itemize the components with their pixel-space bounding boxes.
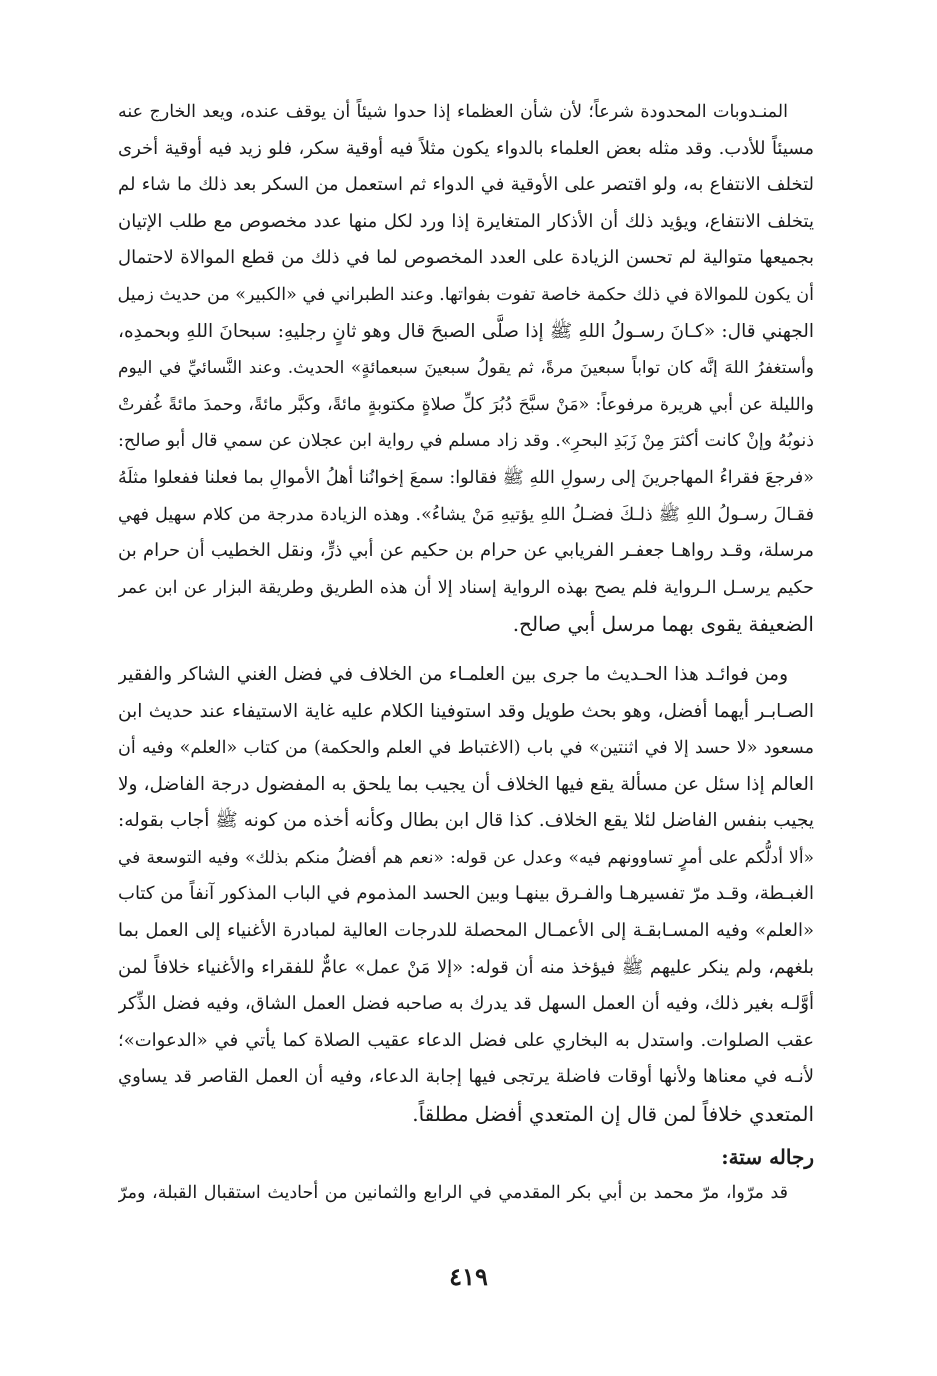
- text-line: الصـابـر أيهما أفضل، وهو بحث طويل وقد استوفينا الكلام عليه غاية الاستيفاء عند حديث ابن: [118, 700, 814, 722]
- text-line: أوَّلـه بغير ذلك، وفيه أن العمل السهل قد يدرك به صاحبه فضل العمل الشاق، وفيه فضل الذِّكر: [118, 993, 814, 1015]
- text-line: مسعود «لا حسد إلا في اثنتين» في باب (الاغتباط في العلم والحكمة) من كتاب «العلم» وفيه أن: [118, 738, 814, 759]
- section-heading: رجاله ستة:: [721, 1144, 814, 1169]
- text-line: حكيم يرسـل الـرواية فلم يصح بهذه الرواية إسناد إلا أن هذه الطريق وطريقة البزار عن ابن عمر: [118, 577, 814, 598]
- text-line: بجميعها متوالية لم تحسن الزيادة على العدد المخصوص لما في ذلك من قطع الموالاة لاحتمال: [118, 247, 814, 269]
- text-line: الجهني قال: «كـانَ رسـولُ اللهِ ﷺ إذا صلَّى الصبحَ قال وهو ثانٍ رجليهِ: سبحانَ اللهِ وبحمدِه،: [118, 320, 814, 342]
- text-line: عقب الصلوات. واستدل به البخاري على فضل الدعاء عقيب الصلاة كما يأتي في «الدعوات»؛: [118, 1029, 814, 1051]
- paragraph-3: [118, 1175, 814, 1212]
- text-line: لتخلف الانتفاع به، ولو اقتصر على الأوقية في الدواء ثم استعمل من السكر بعد ذلك ما شاء لم: [118, 174, 814, 196]
- text-line: ذنوبُهُ وإنْ كانت أكثرَ مِنْ زَبَدِ البحرِ». وقد زاد مسلم في رواية ابن عجلان عن سمي قال أبو صالح:: [118, 431, 814, 452]
- text-line: الغبـطة، وقـد مرّ تفسيرهـا والفـرق بينهـا وبين الحسد المذموم في الباب المذكور آنفاً من كتاب: [118, 883, 814, 905]
- text-line: يجيب بنفس الفاضل لئلا يقع الخلاف. كذا قال ابن بطال وكأنه أخذه من كونه ﷺ أجاب بقوله:: [118, 810, 814, 832]
- page-number: ٤١٩: [449, 1262, 488, 1291]
- text-line: والليلة عن أبي هريرة مرفوعاً: «مَنْ سبَّحَ دُبُرَ كلِّ صلاةٍ مكتوبةٍ مائةً، وكبَّر مائةً، وحمدَ مائةً غُفرتْ: [118, 394, 814, 415]
- text-line: بلغهم، ولم ينكر عليهم ﷺ فيؤخذ منه أن قوله: «إلا مَنْ عمل» عامٌّ للفقراء والأغنياء خلافاً لمن: [118, 956, 814, 978]
- paragraph-1: [118, 94, 814, 643]
- text-line: أن يكون للموالاة في ذلك حكمة خاصة تفوت بفواتها. وعند الطبراني في «الكبير» من حديث زميل: [118, 284, 814, 305]
- paragraph-gap: [118, 643, 814, 657]
- text-line: ومن فوائـد هذا الحـديث ما جرى بين العلمـاء من الخلاف في فضل الغني الشاكر والفقير: [118, 663, 788, 685]
- text-line: مرسلة، وقـد رواهـا جعفـر الفريابي عن حرام بن حكيم عن أبي ذرٍّ، ونقل الخطيب أن حرام بن: [118, 540, 814, 562]
- text-line: لأنـه في معناها ولأنها أوقات فاضلة يرتجى فيها إجابة الدعاء، وفيه أن العمل القاصر قد يساوي: [118, 1066, 814, 1088]
- paragraph-2: [118, 657, 814, 1133]
- text-line: قد مرّوا، مرّ محمد بن أبي بكر المقدمي في الرابع والثمانين من أحاديث استقبال القبلة، ومرّ: [118, 1182, 788, 1203]
- text-line: مسيئاً للأدب. وقد مثله بعض العلماء بالدواء يكون مثلاً فيه أوقية سكر، فلو زيد فيه أوقية أخرى: [118, 137, 814, 159]
- text-line: العالم إذا سئل عن مسألة يقع فيها الخلاف أن يجيب بما يلحق به المفضول درجة الفاضل، ولا: [118, 773, 814, 795]
- text-line: «العلم» وفيه المسـابقـة إلى الأعمـال المحصلة للدرجات العالية لمبادرة الأغنياء إلى العمل بما: [118, 920, 814, 942]
- text-line: وأستغفرُ اللهَ إنَّه كان تواباً سبعينَ مرةً، ثم يقولُ سبعينَ سبعمائةٍ» الحديث. وعند النَّسائيِّ في اليوم: [118, 358, 814, 379]
- text-line: المتعدي خلافاً لمن قال إن المتعدي أفضل مطلقاً.: [412, 1102, 814, 1127]
- text-line: يتخلف الانتفاع، ويؤيد ذلك أن الأذكار المتغايرة إذا ورد لكل منها عدد مخصوص مع طلب الإتيان: [118, 210, 814, 232]
- text-line: «فرجعَ فقراءُ المهاجرينَ إلى رسولِ اللهِ ﷺ فقالوا: سمعَ إخوانُنا أهلُ الأموالِ بما فعلنا ففعلوا مثلَهُ: [118, 467, 814, 488]
- page-body: [118, 94, 814, 1211]
- text-line: «ألا أدلُّكم على أمرٍ تساوونهم فيه» وعدل عن قوله: «نعم هم أفضلُ منكم بذلك» وفيه التوسعة في: [118, 847, 814, 868]
- text-line: المنـدوبات المحدودة شرعاً؛ لأن شأن العظماء إذا حدوا شيئاً أن يوقف عنده، ويعد الخارج عنه: [118, 102, 788, 122]
- text-line: الضعيفة يقوى بهما مرسل أبي صالح.: [512, 612, 814, 637]
- text-line: فقـالَ رسـولُ اللهِ ﷺ ذلـكَ فضـلُ اللهِ يؤتيهِ مَنْ يشاءُ». وهذه الزيادة مدرجة من كلام سهيل فهي: [118, 504, 814, 525]
